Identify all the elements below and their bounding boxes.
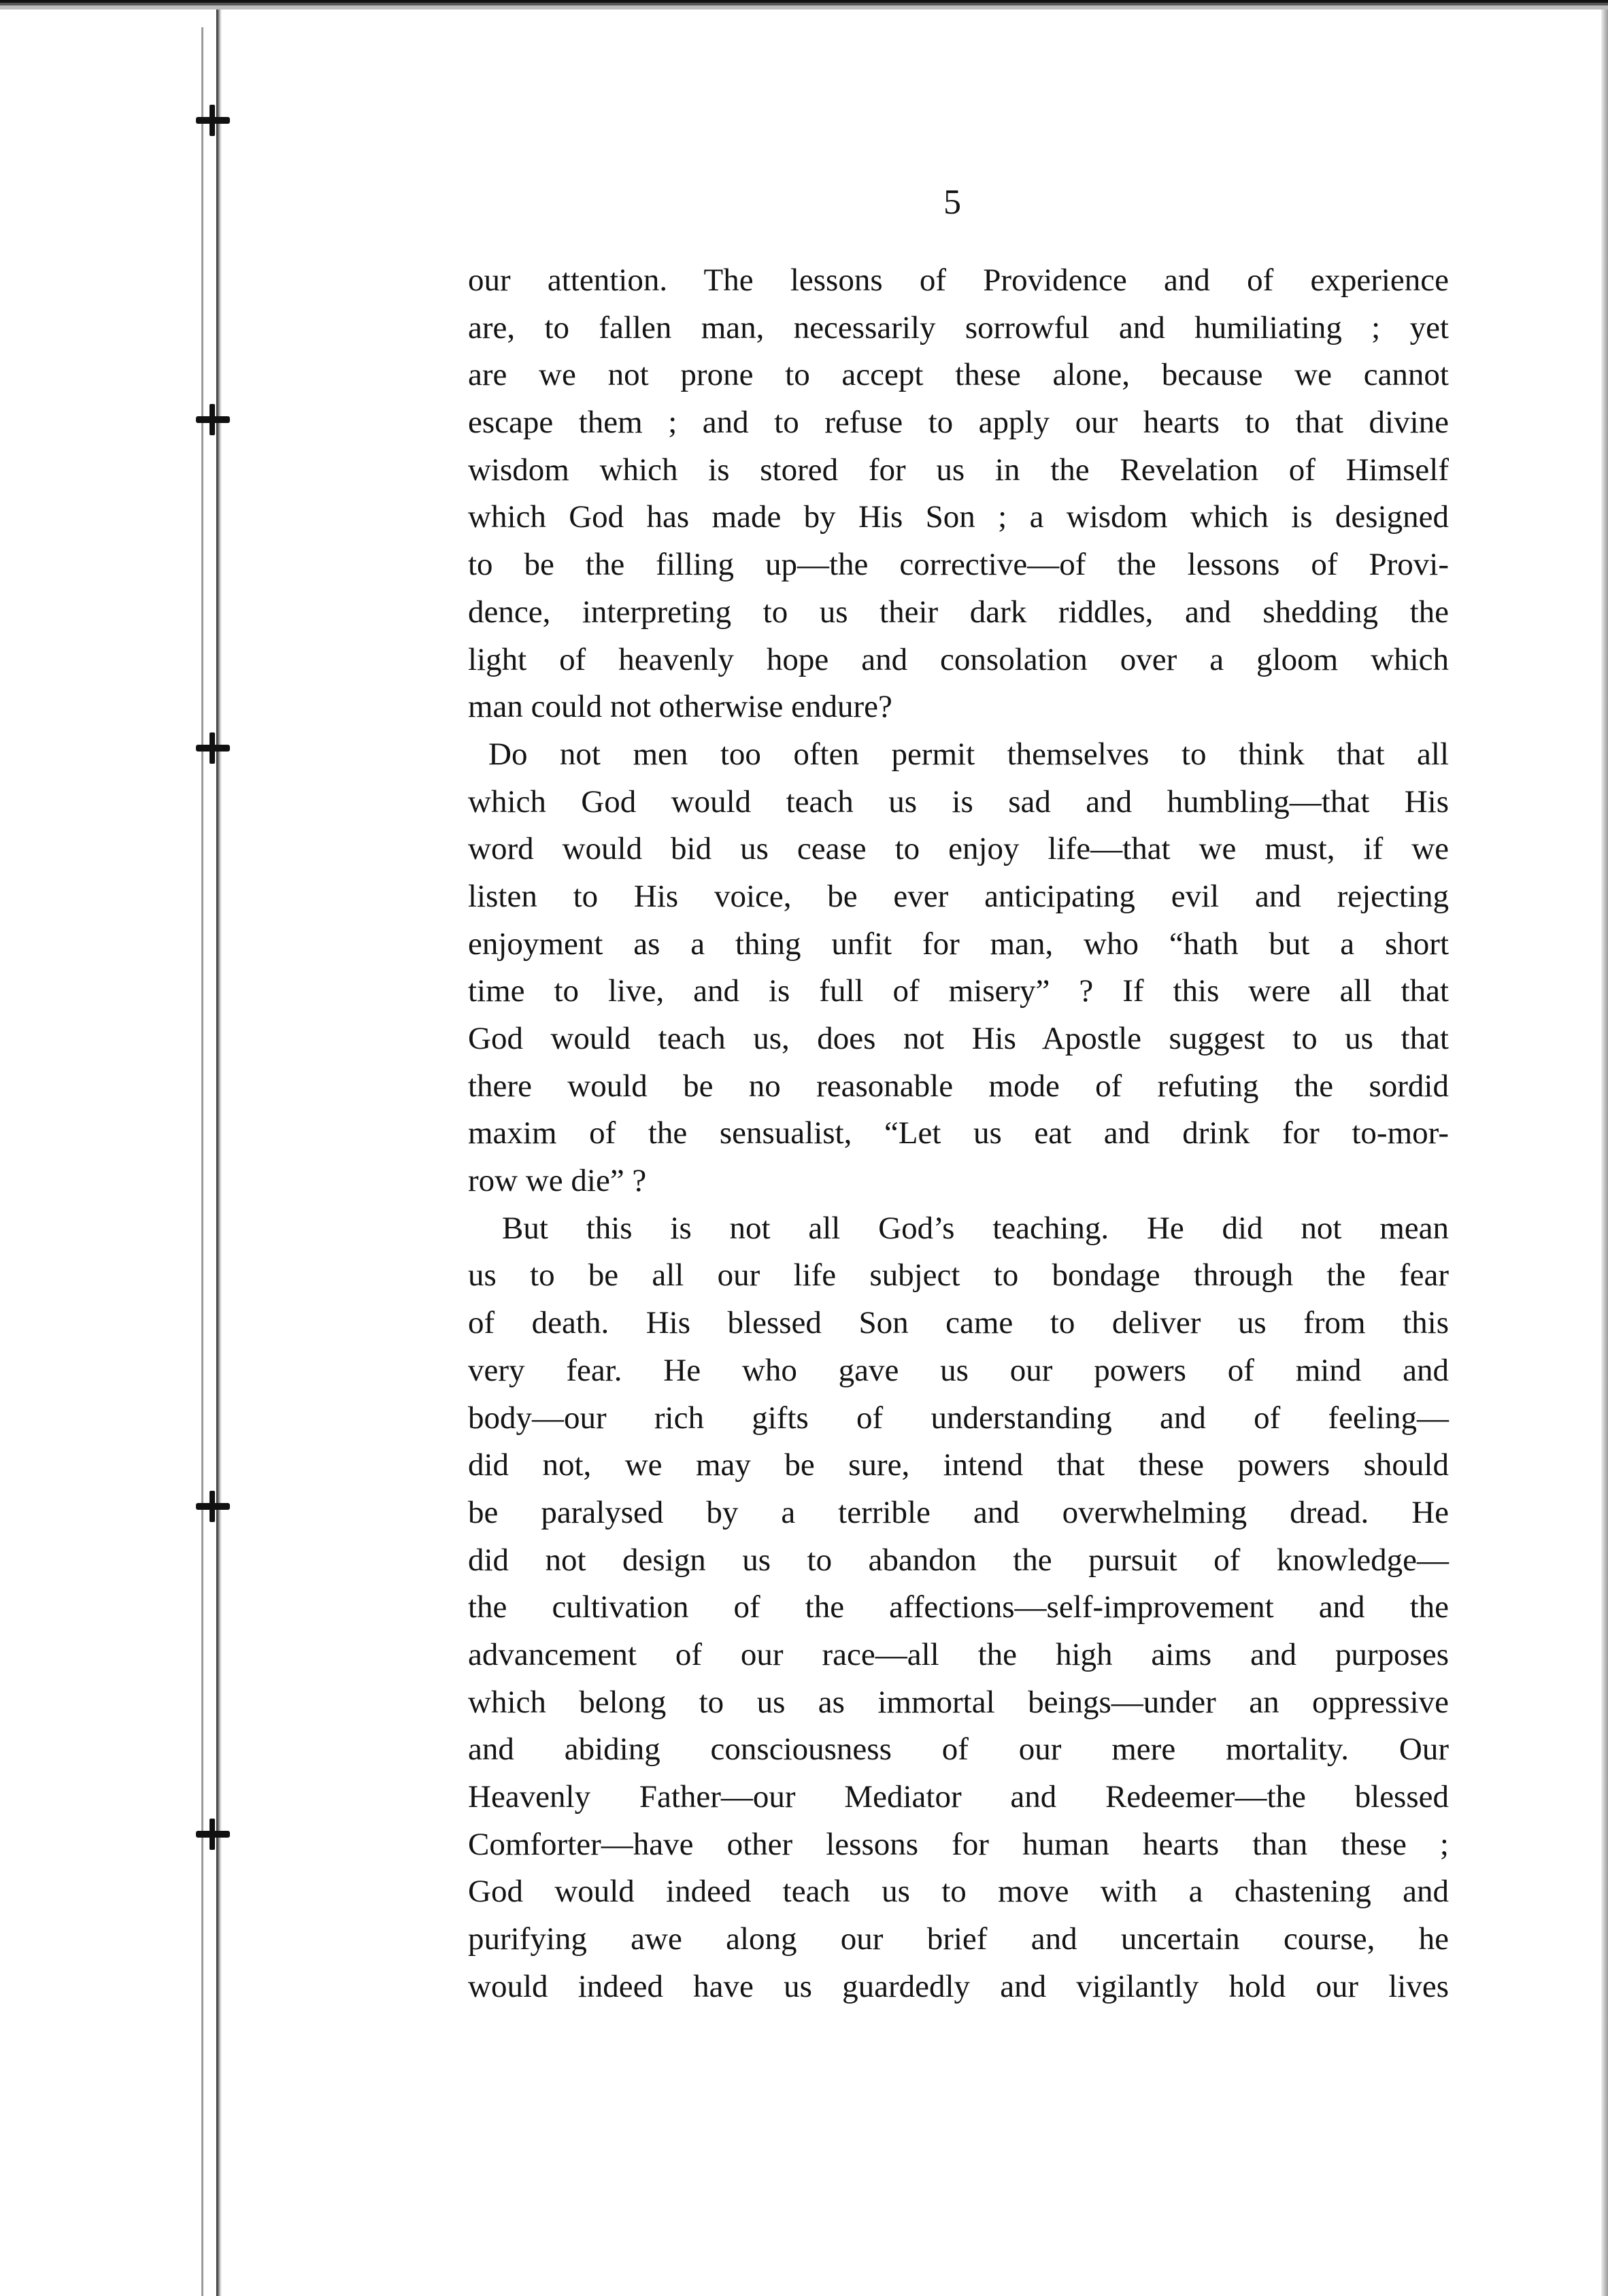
- text-line: very fear. He who gave us our powers of mind and: [468, 1352, 1449, 1388]
- text-line: advancement of our race—all the high aims and purposes: [468, 1636, 1449, 1672]
- blank-facing-leaf: [0, 10, 197, 2296]
- binding-stitch: [196, 416, 230, 423]
- text-line: be paralysed by a terrible and overwhelming dread. He: [468, 1494, 1449, 1530]
- text-line: would indeed have us guardedly and vigilantly hold our lives: [468, 1968, 1449, 2004]
- text-line: listen to His voice, be ever anticipating evil and rejecting: [468, 878, 1449, 914]
- text-line: dence, interpreting to us their dark riddles, and shedding the: [468, 594, 1449, 630]
- text-line: the cultivation of the affections—self-improvement and the: [468, 1589, 1449, 1625]
- binding-stitch: [196, 745, 230, 752]
- text-line: escape them ; and to refuse to apply our hearts to that divine: [468, 405, 1449, 441]
- text-line: which belong to us as immortal beings—under an oppressive: [468, 1684, 1449, 1720]
- text-line: body—our rich gifts of understanding and of feeling—: [468, 1400, 1449, 1436]
- text-line: time to live, and is full of misery” ? If this were all that: [468, 973, 1449, 1009]
- binding-stitch: [196, 1831, 230, 1838]
- text-line: there would be no reasonable mode of refuting the sordid: [468, 1068, 1449, 1104]
- text-line: God would teach us, does not His Apostle suggest to us that: [468, 1021, 1449, 1056]
- text-line: are we not prone to accept these alone, because we cannot: [468, 357, 1449, 393]
- text-line: which God would teach us is sad and humbling—that His: [468, 783, 1449, 820]
- text-line: our attention. The lessons of Providence and of experience: [468, 263, 1449, 298]
- text-line: are, to fallen man, necessarily sorrowful and humiliating ; yet: [468, 309, 1449, 345]
- text-line: Do not men too often permit themselves to think that all: [488, 736, 1449, 772]
- text-line: purifying awe along our brief and uncertain course, he: [468, 1921, 1449, 1957]
- scan-top-edge: [0, 0, 1608, 10]
- text-line: But this is not all God’s teaching. He did not mean: [502, 1210, 1449, 1246]
- text-line: God would indeed teach us to move with a chastening and: [468, 1874, 1449, 1910]
- text-line: light of heavenly hope and consolation over a gloom which: [468, 641, 1449, 677]
- text-line: of death. His blessed Son came to deliver us from this: [468, 1305, 1449, 1341]
- text-line: which God has made by His Son ; a wisdom which is designed: [468, 499, 1449, 535]
- binding-stitch: [196, 1503, 230, 1510]
- text-line: wisdom which is stored for us in the Revelation of Himself: [468, 452, 1449, 488]
- text-line: and abiding consciousness of our mere mortality. Our: [468, 1732, 1449, 1768]
- body-text: [468, 257, 1449, 2010]
- page-number: 5: [943, 183, 961, 222]
- text-line: did not, we may be sure, intend that these powers should: [468, 1447, 1449, 1483]
- binding-stitch: [196, 117, 230, 124]
- text-line: word would bid us cease to enjoy life—that we must, if we: [468, 831, 1449, 867]
- text-line: enjoyment as a thing unfit for man, who “hath but a short: [468, 926, 1449, 962]
- text-line: Heavenly Father—our Mediator and Redeemer—the blessed: [468, 1779, 1449, 1814]
- scan-right-edge: [1601, 10, 1608, 2296]
- binding-spine-edge: [216, 10, 222, 2296]
- binding-gutter-line: [201, 27, 203, 2296]
- text-line: to be the filling up—the corrective—of the lessons of Provi-: [468, 547, 1449, 583]
- text-line: did not design us to abandon the pursuit of knowledge—: [468, 1542, 1449, 1578]
- text-line: man could not otherwise endure?: [468, 689, 892, 725]
- text-line: maxim of the sensualist, “Let us eat and drink for to-mor-: [468, 1115, 1449, 1151]
- text-line: us to be all our life subject to bondage through the fear: [468, 1257, 1449, 1294]
- text-line: row we die” ?: [468, 1163, 647, 1199]
- text-line: Comforter—have other lessons for human hearts than these ;: [468, 1826, 1449, 1862]
